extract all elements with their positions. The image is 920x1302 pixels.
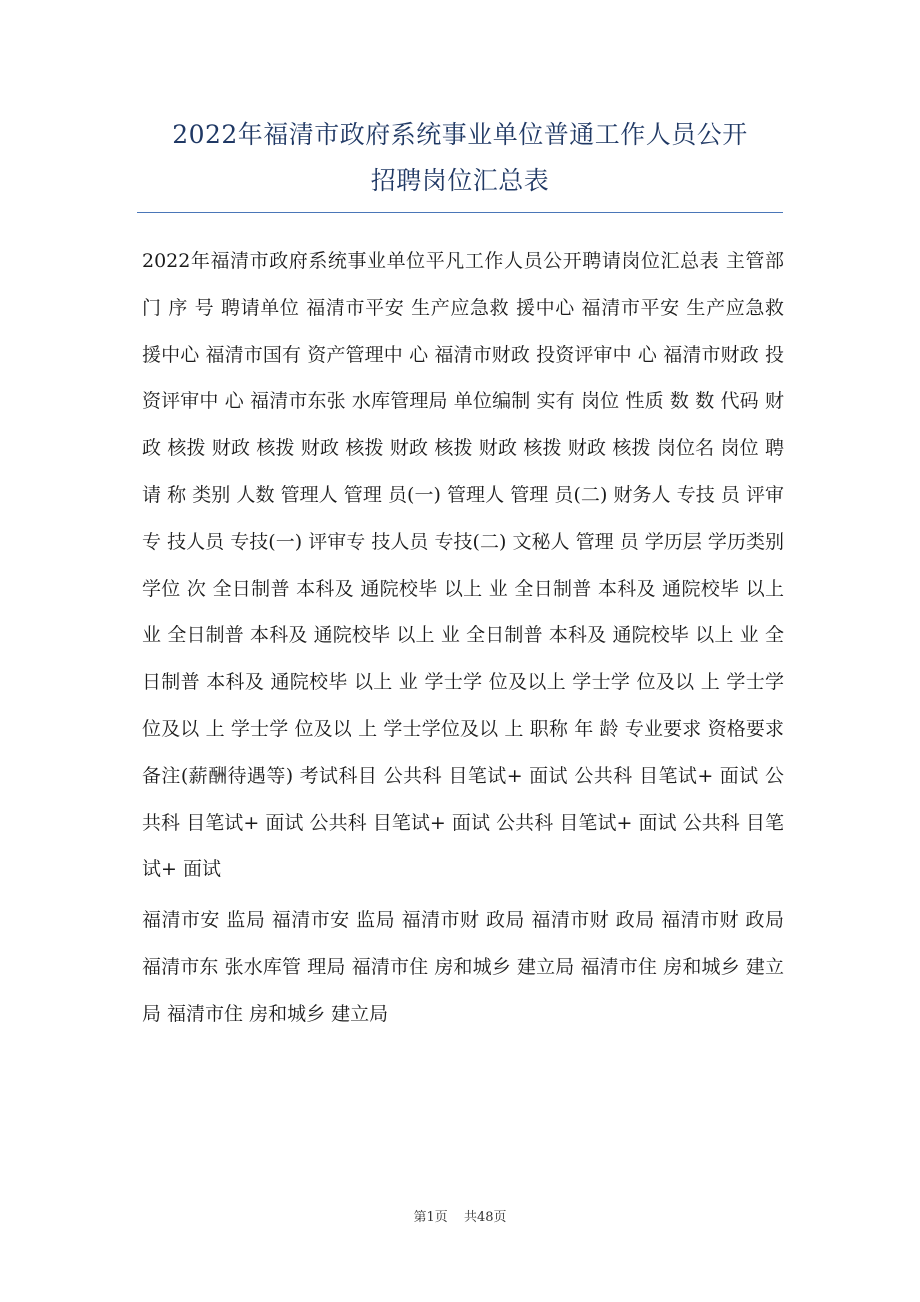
title-line-2: 招聘岗位汇总表 bbox=[370, 166, 550, 195]
document-body bbox=[142, 238, 784, 1038]
body-paragraph: 2022年福清市政府系统事业单位平凡工作人员公开聘请岗位汇总表 主管部门 序 号 聘请单位 福清市平安 生产应急救 援中心 福清市平安 生产应急救 援中心 福清市国有 资产管理中 心 福清市财政 投资评审中 心 福清市财政 投资评审中 心 福清市东张 水库管理局 单位编制 实有 岗位 性质 数 数 代码 财政 核拨 财政 核拨 财政 核拨 财政 核拨 财政 核拨 财政 核拨 岗位名 岗位 聘请 称 类别 人数 管理人 管理 员(一) 管理人 管理 员(二) 财务人 专技 员 评审专 技人员 专技(一) 评审专 技人员 专技(二) 文秘人 管理 员 学历层 学历类别 学位 次 全日制普 本科及 通院校毕 以上 业 全日制普 本科及 通院校毕 以上 业 全日制普 本科及 通院校毕 以上 业 全日制普 本科及 通院校毕 以上 业 全日制普 本科及 通院校毕 以上 业 学士学 位及以上 学士学 位及以 上 学士学 位及以 上 学士学 位及以 上 学士学位及以 上 职称 年 龄 专业要求 资格要求 备注(薪酬待遇等) 考试科目 公共科 目笔试+ 面试 公共科 目笔试+ 面试 公共科 目笔试+ 面试 公共科 目笔试+ 面试 公共科 目笔试+ 面试 公共科 目笔试+ 面试 bbox=[142, 250, 784, 881]
page-footer bbox=[0, 1206, 920, 1225]
document-title bbox=[120, 112, 800, 204]
title-line-1: 2022年福清市政府系统事业单位普通工作人员公开 bbox=[172, 120, 748, 149]
title-divider bbox=[137, 212, 783, 213]
body-paragraph: 福清市安 监局 福清市安 监局 福清市财 政局 福清市财 政局 福清市财 政局 福清市东 张水库管 理局 福清市住 房和城乡 建立局 福清市住 房和城乡 建立局 福清市住 房和城乡 建立局 bbox=[142, 909, 784, 1025]
page-number: 第1页 bbox=[413, 1210, 448, 1225]
page-total: 共48页 bbox=[463, 1210, 507, 1225]
